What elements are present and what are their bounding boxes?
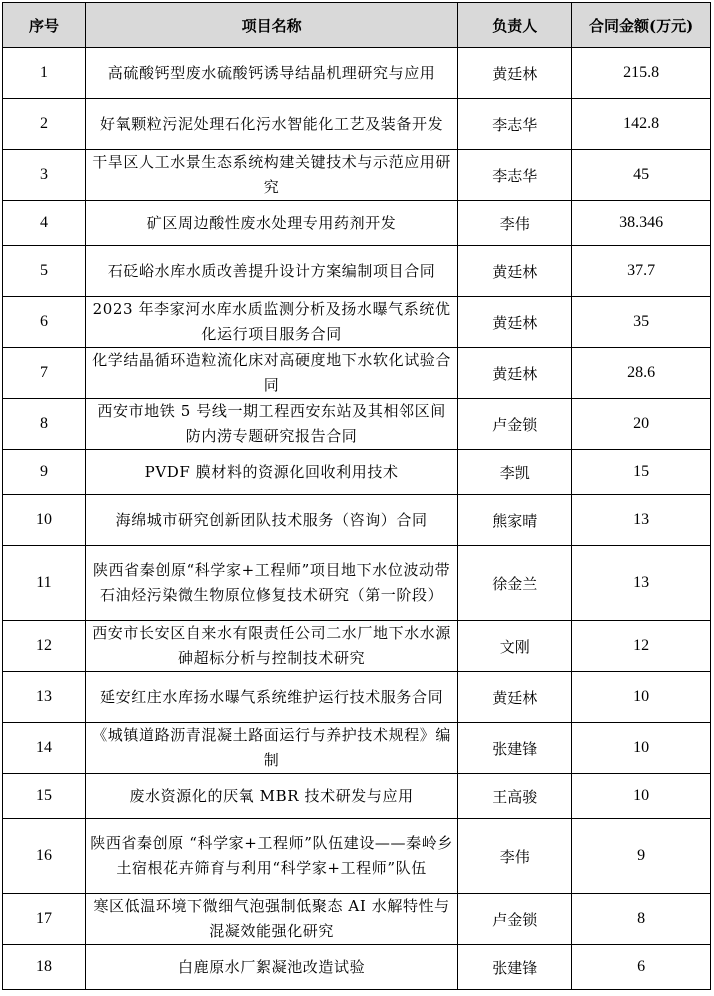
row-lead: 张建锋	[458, 945, 572, 990]
table-row	[3, 99, 711, 150]
row-index: 18	[3, 945, 86, 990]
row-lead: 张建锋	[458, 723, 572, 774]
row-amount: 28.6	[572, 348, 711, 399]
row-amount: 8	[572, 894, 711, 945]
row-project-name: 陕西省秦创原 “科学家+工程师”队伍建设——秦岭乡土宿根花卉筛育与利用“科学家+工程师”队伍	[85, 819, 457, 894]
row-project-name: PVDF 膜材料的资源化回收利用技术	[85, 450, 457, 495]
row-index: 14	[3, 723, 86, 774]
row-lead: 李志华	[458, 150, 572, 201]
row-lead: 卢金锁	[458, 894, 572, 945]
row-lead: 李凯	[458, 450, 572, 495]
row-project-name: 好氧颗粒污泥处理石化污水智能化工艺及装备开发	[85, 99, 457, 150]
table-row	[3, 348, 711, 399]
row-lead: 黄廷林	[458, 246, 572, 297]
row-project-name: 延安红庄水库扬水曝气系统维护运行技术服务合同	[85, 672, 457, 723]
row-amount: 6	[572, 945, 711, 990]
row-lead: 李志华	[458, 99, 572, 150]
table-row	[3, 246, 711, 297]
row-amount: 10	[572, 774, 711, 819]
row-amount: 9	[572, 819, 711, 894]
table-row	[3, 672, 711, 723]
header-index: 序号	[3, 3, 86, 48]
row-amount: 10	[572, 672, 711, 723]
table-row	[3, 621, 711, 672]
row-amount: 45	[572, 150, 711, 201]
row-amount: 35	[572, 297, 711, 348]
row-index: 1	[3, 48, 86, 99]
row-lead: 黄廷林	[458, 672, 572, 723]
row-lead: 李伟	[458, 819, 572, 894]
row-lead: 文刚	[458, 621, 572, 672]
row-index: 8	[3, 399, 86, 450]
row-index: 13	[3, 672, 86, 723]
row-amount: 12	[572, 621, 711, 672]
table-row	[3, 819, 711, 894]
row-index: 2	[3, 99, 86, 150]
row-project-name: 陕西省秦创原“科学家+工程师”项目地下水位波动带石油烃污染微生物原位修复技术研究（第一阶段）	[85, 546, 457, 621]
table-row	[3, 150, 711, 201]
header-lead: 负责人	[458, 3, 572, 48]
row-index: 6	[3, 297, 86, 348]
row-project-name: 废水资源化的厌氧 MBR 技术研发与应用	[85, 774, 457, 819]
row-amount: 10	[572, 723, 711, 774]
row-index: 5	[3, 246, 86, 297]
header-amount: 合同金额(万元)	[572, 3, 711, 48]
row-index: 10	[3, 495, 86, 546]
row-lead: 黄廷林	[458, 48, 572, 99]
table-row	[3, 48, 711, 99]
row-project-name: 高硫酸钙型废水硫酸钙诱导结晶机理研究与应用	[85, 48, 457, 99]
row-amount: 215.8	[572, 48, 711, 99]
row-amount: 38.346	[572, 201, 711, 246]
row-project-name: 化学结晶循环造粒流化床对高硬度地下水软化试验合同	[85, 348, 457, 399]
row-amount: 15	[572, 450, 711, 495]
row-project-name: 寒区低温环境下微细气泡强制低聚态 AI 水解特性与混凝效能强化研究	[85, 894, 457, 945]
table-row	[3, 894, 711, 945]
table-row	[3, 297, 711, 348]
row-lead: 徐金兰	[458, 546, 572, 621]
table-row	[3, 546, 711, 621]
row-index: 12	[3, 621, 86, 672]
row-lead: 李伟	[458, 201, 572, 246]
table-row	[3, 495, 711, 546]
row-amount: 13	[572, 546, 711, 621]
row-project-name: 《城镇道路沥青混凝土路面运行与养护技术规程》编制	[85, 723, 457, 774]
table-row	[3, 450, 711, 495]
row-project-name: 2023 年李家河水库水质监测分析及扬水曝气系统优化运行项目服务合同	[85, 297, 457, 348]
header-project-name: 项目名称	[85, 3, 457, 48]
row-amount: 20	[572, 399, 711, 450]
table-row	[3, 774, 711, 819]
row-project-name: 西安市地铁 5 号线一期工程西安东站及其相邻区间防内涝专题研究报告合同	[85, 399, 457, 450]
table-body	[3, 48, 711, 990]
row-project-name: 海绵城市研究创新团队技术服务（咨询）合同	[85, 495, 457, 546]
row-project-name: 石砭峪水库水质改善提升设计方案编制项目合同	[85, 246, 457, 297]
row-project-name: 西安市长安区自来水有限责任公司二水厂地下水水源砷超标分析与控制技术研究	[85, 621, 457, 672]
row-lead: 黄廷林	[458, 297, 572, 348]
row-lead: 王高骏	[458, 774, 572, 819]
row-lead: 卢金锁	[458, 399, 572, 450]
row-amount: 13	[572, 495, 711, 546]
projects-table	[2, 2, 711, 990]
row-index: 16	[3, 819, 86, 894]
row-lead: 熊家晴	[458, 495, 572, 546]
row-project-name: 白鹿原水厂絮凝池改造试验	[85, 945, 457, 990]
table-row	[3, 945, 711, 990]
row-index: 9	[3, 450, 86, 495]
row-amount: 37.7	[572, 246, 711, 297]
row-project-name: 矿区周边酸性废水处理专用药剂开发	[85, 201, 457, 246]
header-row	[3, 3, 711, 48]
row-index: 11	[3, 546, 86, 621]
row-index: 3	[3, 150, 86, 201]
row-index: 7	[3, 348, 86, 399]
table-row	[3, 399, 711, 450]
row-project-name: 干旱区人工水景生态系统构建关键技术与示范应用研究	[85, 150, 457, 201]
row-lead: 黄廷林	[458, 348, 572, 399]
row-index: 15	[3, 774, 86, 819]
row-index: 4	[3, 201, 86, 246]
row-amount: 142.8	[572, 99, 711, 150]
table-row	[3, 723, 711, 774]
row-index: 17	[3, 894, 86, 945]
table-row	[3, 201, 711, 246]
